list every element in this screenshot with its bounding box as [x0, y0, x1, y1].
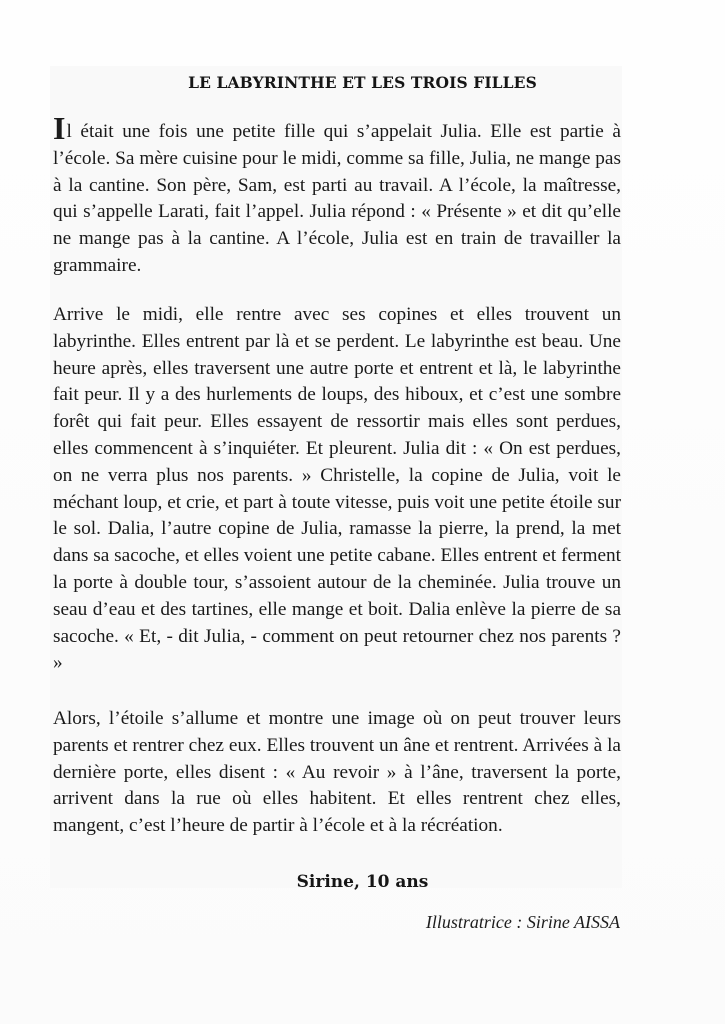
author-signature: Sirine, 10 ans [296, 872, 429, 892]
story-title: LE LABYRINTHE ET LES TROIS FILLES [188, 73, 537, 92]
paragraph-2-text: Arrive le midi, elle rentre avec ses copines et elles trouvent un labyrinthe. Elles entrent par là et se perdent. Le labyrinthe est beau. Une heure après, elles traversent une autre porte et entrent et là, le labyrinthe fait peur. Il y a des hurlements de loups, des hiboux, et c’est une sombre forêt qui fait peur. Elles essayent de ressortir mais elles sont perdues, elles commencent à s’inquiéter. Et pleurent. Julia dit : « On est perdues, on ne verra plus nos parents. » Christelle, la copine de Julia, voit le méchant loup, et crie, et part à toute vitesse, puis voit une petite étoile sur le sol. Dalia, l’autre copine de Julia, ramasse la pierre, la prend, la met dans sa sacoche, et elles voient une petite cabane. Elles entrent et ferment la porte à double tour, s’assoient autour de la cheminée. Julia trouve un seau d’eau et des tartines, elle mange et boit. Dalia enlève la pierre de sa sacoche. « Et, - dit Julia, - comment on peut retourner chez nos parents ? » [53, 304, 621, 674]
paragraph-1 [53, 110, 621, 280]
paragraph-3-text: Alors, l’étoile s’allume et montre une image où on peut trouver leurs parents et rentrer chez eux. Elles trouvent un âne et rentrent. Arrivées à la dernière porte, elles disent : « Au revoir » à l’âne, traversent la porte, arrivent dans la rue où elles habitent. Et elles rentrent chez elles, mangent, c’est l’heure de partir à l’école et à la récréation. [53, 708, 621, 837]
paragraph-1-text: l était une fois une petite fille qui s’appelait Julia. Elle est partie à l’école. Sa mère cuisine pour le midi, comme sa fille, Julia, ne mange pas à la cantine. Son père, Sam, est parti au travail. A l’école, la maîtresse, qui s’appelle Larati, fait l’appel. Julia répond : « Présente » et dit qu’elle ne mange pas à la cantine. A l’école, Julia est en train de travailler la grammaire. [53, 121, 621, 276]
illustrator-credit: Illustratrice : Sirine AISSA [425, 912, 620, 932]
paragraph-3 [53, 706, 621, 840]
drop-cap-letter: I [53, 110, 67, 146]
paragraph-2 [53, 302, 621, 677]
